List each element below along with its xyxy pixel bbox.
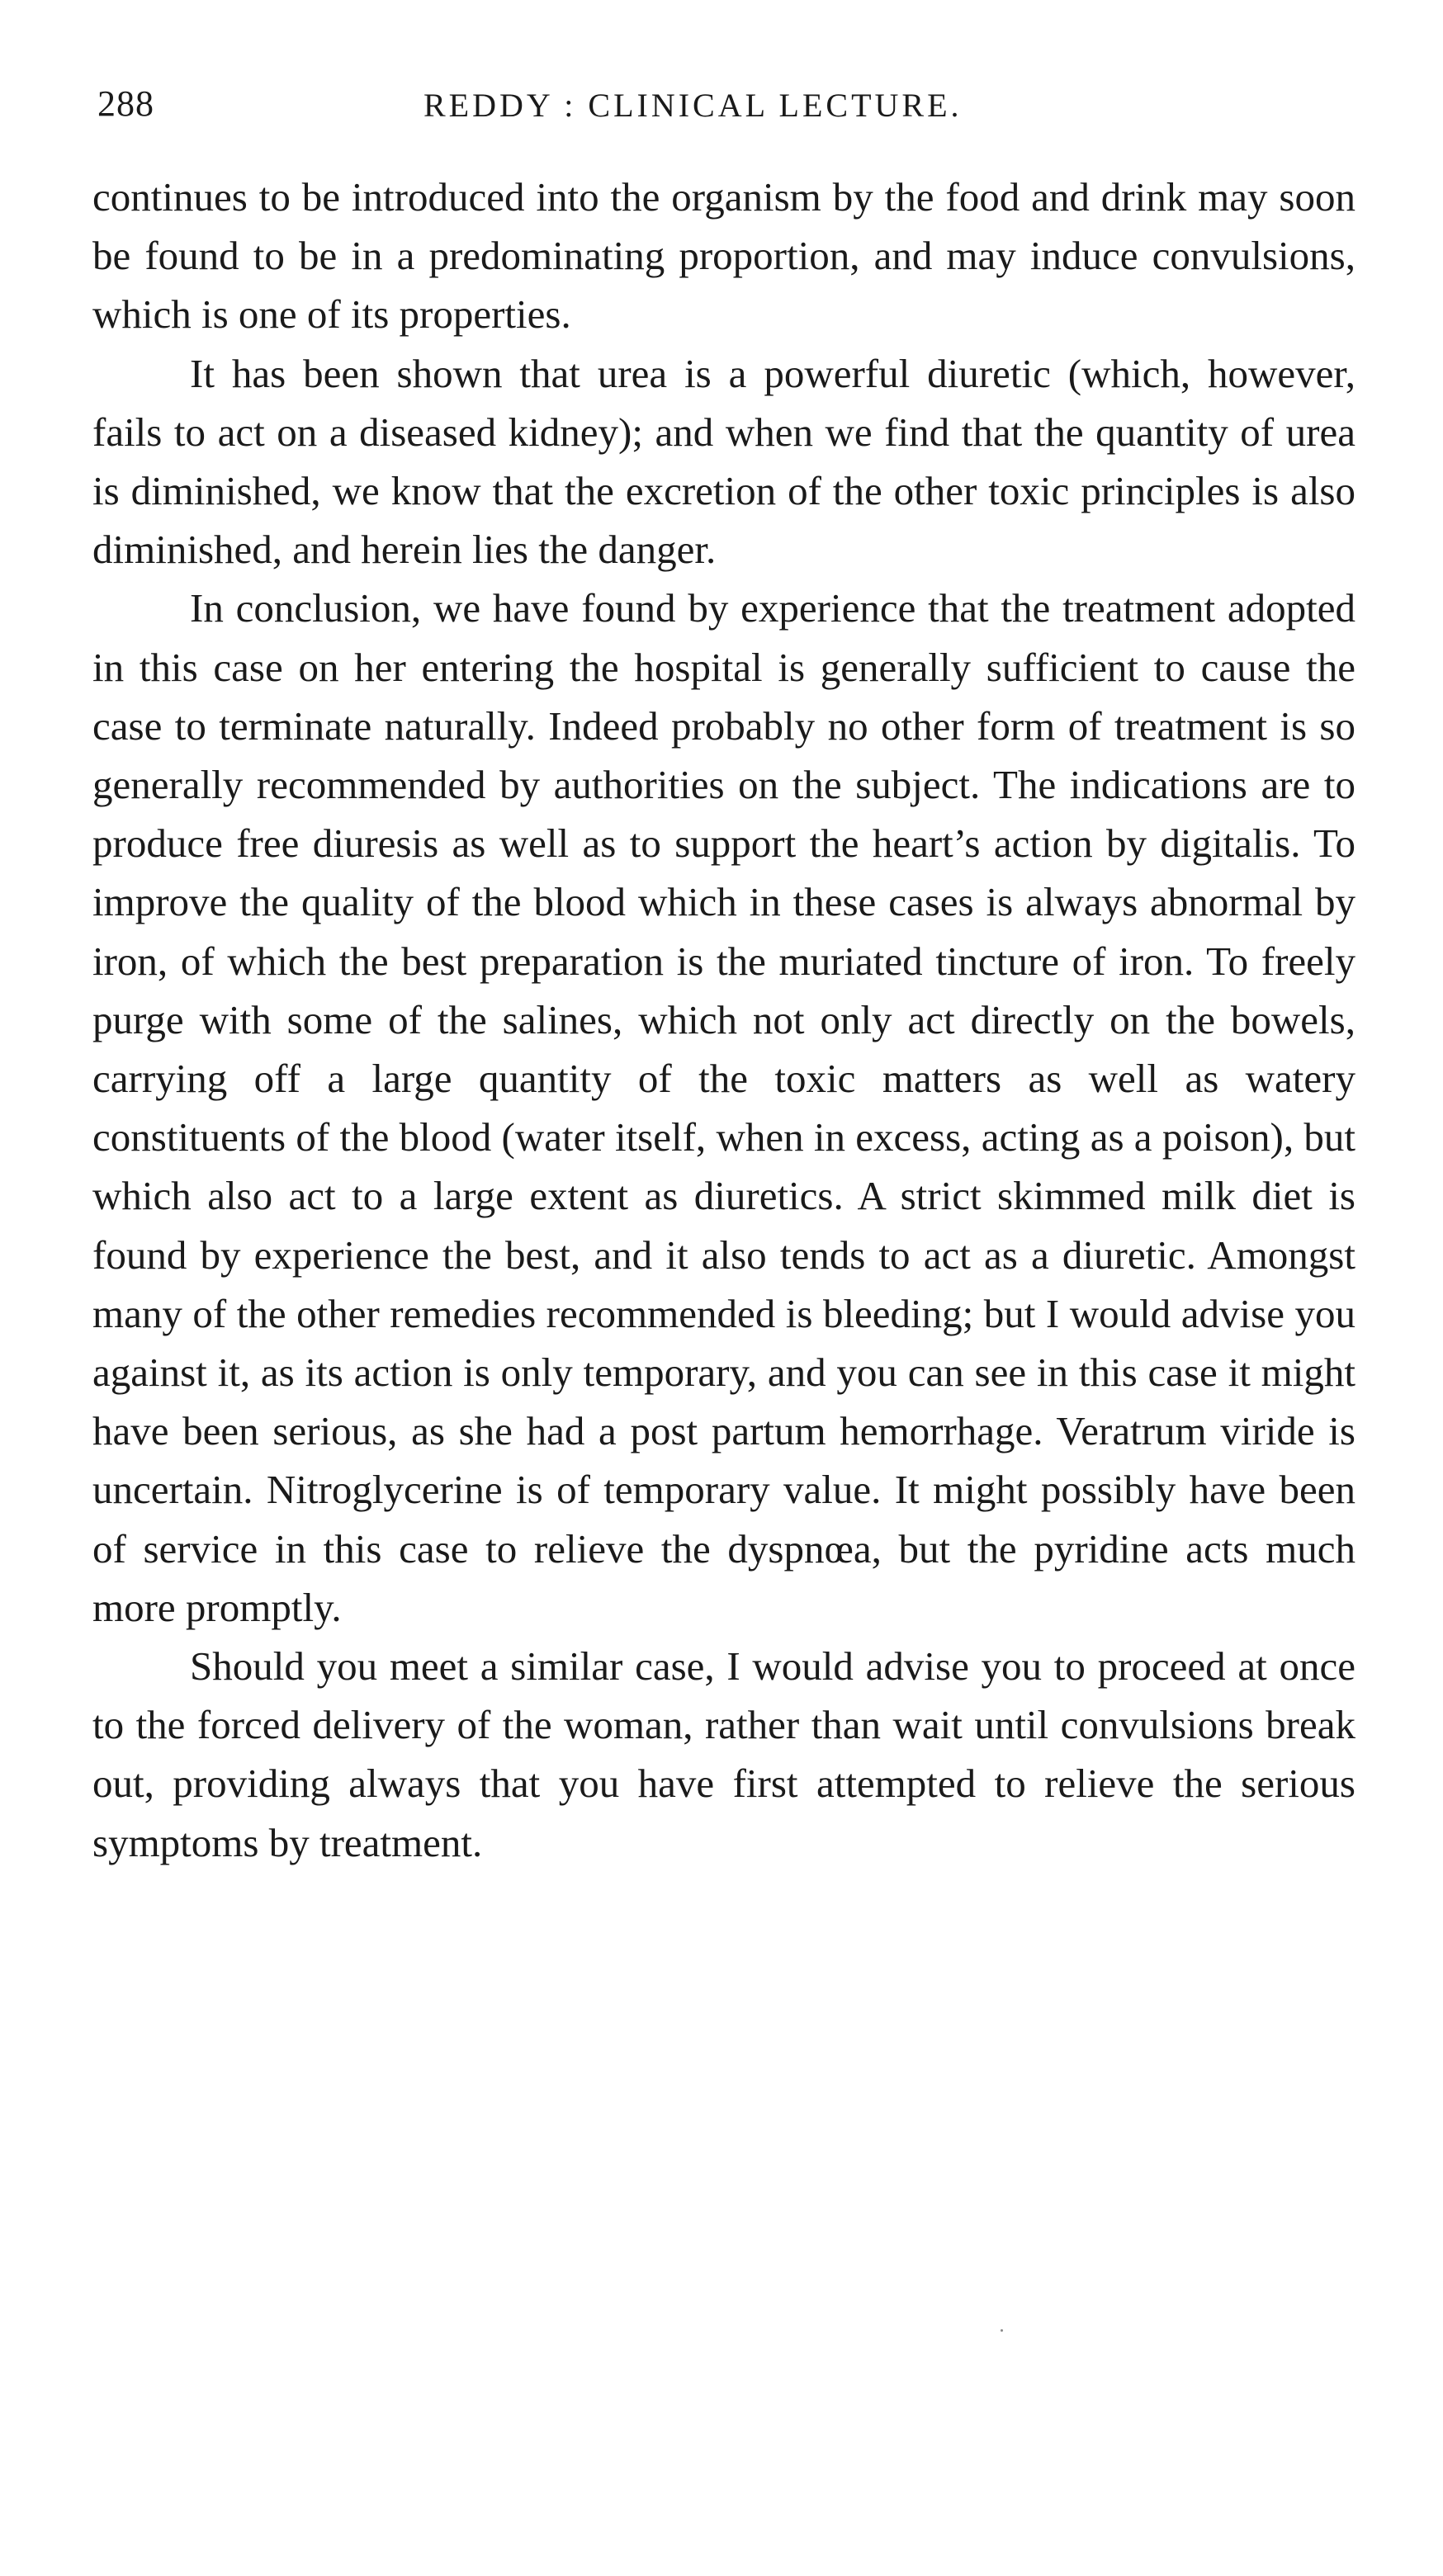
print-speck <box>1001 2329 1003 2332</box>
running-head <box>97 83 1352 132</box>
paragraph-continuation: continues to be introduced into the organism by the food and drink may soon be found to be in a predominating proportion, and may induce convulsions, which is one of its properties. <box>92 174 1355 338</box>
page-number: 288 <box>97 83 154 124</box>
paragraph-urea-diuretic: It has been shown that urea is a powerful diuretic (which, however, fails to act on a diseased kidney); and when we find that the quantity of urea is diminished, we know that the excretion of the other toxic principles is also diminished, and herein lies the danger. <box>92 350 1355 573</box>
body-text <box>92 168 1355 1872</box>
running-title: REDDY : CLINICAL LECTURE. <box>423 87 963 124</box>
paragraph-conclusion: In conclusion, we have found by experience that the treatment adopted in this case on her entering the hospital is generally sufficient to cause the case to terminate naturally. Indeed probably no other form of treatment is so generally recommended by authorities on the subject. The indications are to produce free diuresis as well as to support the heart’s action by digitalis. To improve the quality of the blood which in these cases is always abnormal by iron, of which the best preparation is the muriated tincture of iron. To freely purge with some of the salines, which not only act directly on the bowels, carrying off a large quantity of the toxic matters as well as watery constituents of the blood (water itself, when in excess, acting as a poison), but which also act to a large extent as diuretics. A strict skimmed milk diet is found by experience the best, and it also tends to act as a diuretic. Amongst many of the other remedies recommended is bleeding; but I would advise you against it, as its action is only temporary, and you can see in this case it might have been serious, as she had a post partum hemorrhage. Veratrum viride is uncertain. Nitroglycerine is of temporary value. It might possibly have been of service in this case to relieve the dyspnœa, but the pyridine acts much more promptly. <box>92 585 1355 1630</box>
paragraph-recommendation: Should you meet a similar case, I would advise you to proceed at once to the forced delivery of the woman, rather than wait until convulsions break out, providing always that you have first attempted to relieve the serious symptoms by treatment. <box>92 1643 1355 1865</box>
